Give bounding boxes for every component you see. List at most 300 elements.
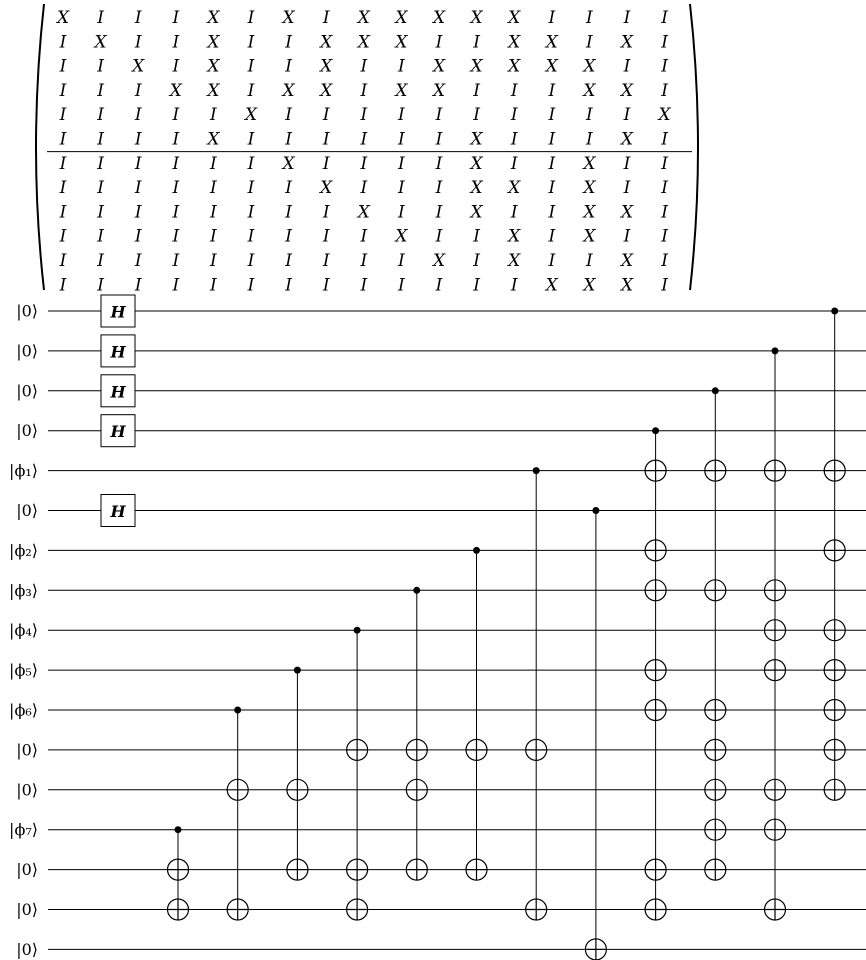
matrix-cell: I [398, 105, 405, 126]
matrix-cell: I [548, 8, 556, 28]
matrix-cell: I [510, 202, 518, 223]
matrix-cell: I [247, 178, 255, 199]
matrix-cell: X [620, 251, 634, 271]
matrix-cell: I [247, 275, 255, 296]
matrix-cell: I [510, 129, 518, 150]
matrix-cell: I [435, 32, 443, 53]
qubit-label: |0⟩ [16, 900, 38, 919]
matrix-cell: I [97, 226, 104, 247]
matrix-cell: I [398, 178, 405, 199]
matrix-cell: I [435, 226, 443, 247]
matrix-cell: I [134, 226, 142, 247]
target-oplus [406, 739, 427, 760]
matrix-cell: I [59, 32, 67, 53]
target-oplus [645, 859, 666, 880]
qubit-label: |0⟩ [16, 341, 38, 361]
matrix-cell: I [134, 105, 142, 126]
cnot-column [347, 627, 368, 920]
matrix-cell: I [247, 56, 255, 77]
matrix-cell: I [247, 202, 255, 223]
matrix-cell: I [97, 153, 104, 174]
matrix-cell: X [320, 32, 333, 53]
matrix-cell: X [508, 226, 521, 247]
matrix-cell: I [322, 129, 330, 150]
matrix-cell: I [172, 8, 180, 28]
hadamard-gate [101, 335, 135, 367]
target-oplus [645, 580, 666, 601]
target-oplus [824, 739, 845, 760]
matrix-cell: I [623, 56, 631, 77]
matrix-cell: I [134, 275, 142, 296]
matrix-cell: I [285, 251, 292, 271]
target-oplus [645, 899, 666, 920]
control-dot [592, 507, 599, 514]
matrix-cell: I [661, 226, 668, 247]
target-oplus [347, 899, 368, 920]
target-oplus [824, 660, 845, 681]
matrix-cell: I [97, 105, 104, 126]
matrix-cell: I [398, 56, 405, 77]
matrix-cell: I [473, 251, 480, 271]
matrix-cell: I [97, 251, 104, 271]
target-oplus [227, 899, 248, 920]
matrix-cell: I [623, 8, 631, 28]
matrix-cell: X [395, 80, 408, 101]
matrix-cell: X [56, 8, 70, 28]
matrix-cell: X [432, 251, 446, 271]
matrix-cell: I [548, 178, 556, 199]
matrix-cell: I [322, 105, 330, 126]
matrix-cell: I [661, 275, 668, 296]
matrix-cell: I [285, 105, 292, 126]
control-dot [413, 587, 420, 594]
matrix-cell: X [207, 32, 220, 53]
matrix-cell: X [508, 32, 521, 53]
matrix-cell: I [398, 153, 405, 174]
matrix-cell: I [548, 153, 556, 174]
matrix-cell: X [470, 178, 483, 199]
matrix-cell: I [172, 202, 180, 223]
target-oplus [287, 779, 308, 800]
qubit-label: |0⟩ [16, 301, 38, 321]
matrix-cell: I [134, 80, 142, 101]
target-oplus [466, 739, 487, 760]
target-oplus [765, 899, 786, 920]
matrix-cell: I [510, 80, 518, 101]
target-oplus [705, 580, 726, 601]
qubit-label: |ϕ₃⟩ [9, 580, 38, 600]
matrix-cell: I [59, 129, 67, 150]
control-dot [772, 347, 779, 354]
target-oplus [168, 859, 189, 880]
matrix-cell: I [134, 8, 142, 28]
matrix-cell: I [435, 129, 443, 150]
matrix-cell: X [620, 129, 634, 150]
matrix-cell: I [59, 56, 67, 77]
matrix-cell: I [172, 129, 180, 150]
matrix-cell: X [432, 8, 446, 28]
matrix-cell: I [586, 105, 593, 126]
target-oplus [466, 859, 487, 880]
matrix-cell: I [59, 178, 67, 199]
matrix-cell: X [583, 275, 596, 296]
matrix-cell: I [210, 275, 217, 296]
matrix-cell: I [134, 202, 142, 223]
matrix-cell: I [510, 105, 518, 126]
target-oplus [645, 540, 666, 561]
matrix-cell: I [586, 129, 593, 150]
matrix-cell: I [172, 251, 180, 271]
matrix-cell: I [473, 32, 480, 53]
matrix-cell: I [548, 226, 556, 247]
matrix-cell: X [583, 80, 596, 101]
target-oplus [824, 779, 845, 800]
matrix-cell: I [435, 105, 443, 126]
matrix-cell: I [661, 32, 668, 53]
matrix-cell: X [620, 275, 634, 296]
target-oplus [824, 460, 845, 481]
qubit-label: |0⟩ [16, 780, 38, 800]
matrix-cell: I [435, 275, 443, 296]
hadamard-gate [101, 415, 135, 447]
matrix-cell: I [172, 32, 180, 53]
matrix-cell: I [172, 178, 180, 199]
matrix-cell: X [432, 80, 446, 101]
matrix-cell: I [661, 178, 668, 199]
matrix-cell: X [658, 105, 671, 126]
matrix-cell: X [320, 178, 333, 199]
matrix-cell: I [285, 202, 292, 223]
matrix-cell: I [398, 129, 405, 150]
control-dot [354, 627, 361, 634]
hadamard-gate-label: H [110, 422, 126, 442]
qubit-label: |ϕ₇⟩ [9, 820, 38, 840]
hadamard-gate [101, 295, 135, 327]
qubit-label: |0⟩ [16, 381, 38, 401]
matrix-cell: I [172, 153, 180, 174]
matrix-cell: I [548, 105, 556, 126]
target-oplus [705, 739, 726, 760]
cnot-column [526, 467, 547, 920]
matrix-cell: I [285, 32, 292, 53]
target-oplus [645, 660, 666, 681]
target-oplus [168, 899, 189, 920]
qubit-label: |ϕ₆⟩ [9, 700, 38, 720]
matrix-cell: I [97, 275, 104, 296]
matrix-cell: I [548, 251, 556, 271]
matrix-cell: I [473, 80, 480, 101]
matrix-cell: X [207, 56, 220, 77]
target-oplus [765, 580, 786, 601]
target-oplus [645, 700, 666, 721]
matrix-cell: I [210, 226, 217, 247]
hadamard-gate [101, 495, 135, 527]
quantum-circuit [9, 295, 866, 960]
matrix-cell: I [322, 202, 330, 223]
cnot-column [287, 667, 308, 881]
target-oplus [765, 779, 786, 800]
target-oplus [406, 859, 427, 880]
matrix-cell: I [623, 226, 631, 247]
matrix-cell: I [473, 226, 480, 247]
matrix-cell: I [435, 153, 443, 174]
matrix-cell: I [435, 178, 443, 199]
matrix-cell: I [661, 8, 668, 28]
matrix-cell: I [398, 251, 405, 271]
target-oplus [705, 859, 726, 880]
matrix-cell: I [623, 178, 631, 199]
matrix-cell: I [97, 80, 104, 101]
matrix-cell: X [583, 56, 596, 77]
matrix-cell: I [322, 8, 330, 28]
matrix-cell: I [661, 56, 668, 77]
matrix-cell: I [661, 153, 668, 174]
matrix-cell: I [97, 129, 104, 150]
target-oplus [824, 620, 845, 641]
matrix-cell: I [360, 226, 368, 247]
matrix-cell: I [59, 226, 67, 247]
matrix-cell: X [320, 80, 333, 101]
matrix-cell: I [398, 275, 405, 296]
matrix-cell: X [282, 8, 295, 28]
target-oplus [287, 859, 308, 880]
target-oplus [765, 819, 786, 840]
matrix-cell: X [583, 202, 596, 223]
matrix-cell: I [97, 178, 104, 199]
matrix-cell: I [360, 56, 368, 77]
matrix-cell: I [360, 129, 368, 150]
matrix-cell: X [282, 153, 295, 174]
matrix-cell: X [470, 56, 483, 77]
control-dot [294, 667, 301, 674]
matrix-cell: I [97, 202, 104, 223]
target-oplus [526, 899, 547, 920]
cnot-column [824, 308, 845, 801]
qubit-label: |0⟩ [16, 740, 38, 760]
matrix-cell: I [285, 56, 292, 77]
matrix-cell: I [134, 178, 142, 199]
hadamard-gate-label: H [110, 342, 126, 362]
matrix-cell: I [548, 80, 556, 101]
matrix-cell: X [207, 8, 220, 28]
matrix-cell: X [94, 32, 107, 53]
matrix-cell: I [435, 202, 443, 223]
matrix-cell: I [661, 202, 668, 223]
qubit-label: |0⟩ [16, 421, 38, 441]
control-dot [652, 427, 659, 434]
matrix-cell: I [210, 153, 217, 174]
cnot-column [765, 347, 786, 920]
matrix-cell: X [545, 275, 558, 296]
matrix-cell: X [395, 32, 408, 53]
matrix-cell: I [59, 275, 67, 296]
matrix-cell: I [322, 226, 330, 247]
matrix-cell: I [360, 251, 368, 271]
matrix-cell: I [134, 251, 142, 271]
matrix-cell: I [134, 129, 142, 150]
matrix-cell: X [508, 56, 521, 77]
matrix-cell: I [510, 275, 518, 296]
target-oplus [705, 779, 726, 800]
matrix-cell: I [247, 153, 255, 174]
stabilizer-matrix [36, 4, 698, 295]
target-oplus [765, 620, 786, 641]
matrix-right-bracket [690, 4, 698, 290]
matrix-cell: I [360, 105, 368, 126]
cnot-column [705, 387, 726, 880]
matrix-cell: I [661, 80, 668, 101]
matrix-cell: I [285, 226, 292, 247]
matrix-cell: X [508, 8, 521, 28]
cnot-column [645, 427, 666, 920]
matrix-cell: I [59, 80, 67, 101]
matrix-cell: I [586, 8, 593, 28]
matrix-cell: I [586, 251, 593, 271]
target-oplus [645, 460, 666, 481]
target-oplus [765, 460, 786, 481]
qubit-label: |0⟩ [16, 939, 38, 959]
control-dot [831, 308, 838, 315]
matrix-cell: X [357, 8, 370, 28]
matrix-cell: I [548, 129, 556, 150]
target-oplus [347, 859, 368, 880]
cnot-column [406, 587, 427, 880]
control-dot [712, 387, 719, 394]
matrix-cell: X [244, 105, 258, 126]
matrix-cell: X [432, 56, 446, 77]
matrix-cell: I [623, 105, 631, 126]
matrix-cell: I [360, 178, 368, 199]
matrix-cell: X [470, 129, 483, 150]
target-oplus [526, 739, 547, 760]
qubit-label: |ϕ₄⟩ [9, 620, 38, 640]
qubit-label: |0⟩ [16, 860, 38, 880]
control-dot [175, 826, 182, 833]
matrix-cell: I [59, 251, 67, 271]
matrix-cell: I [134, 153, 142, 174]
target-oplus [585, 939, 606, 960]
matrix-cell: I [59, 202, 67, 223]
target-oplus [824, 700, 845, 721]
matrix-cell: I [247, 129, 255, 150]
matrix-cell: X [395, 8, 408, 28]
matrix-cell: I [247, 226, 255, 247]
qubit-label: |ϕ₂⟩ [9, 540, 38, 560]
matrix-cell: X [545, 32, 558, 53]
cnot-column [227, 707, 248, 921]
qubit-label: |ϕ₅⟩ [9, 660, 38, 680]
matrix-cell: I [360, 275, 368, 296]
matrix-cell: X [357, 202, 370, 223]
matrix-cell: I [59, 105, 67, 126]
matrix-cell: X [470, 153, 483, 174]
matrix-cell: I [172, 105, 180, 126]
matrix-cell: I [322, 251, 330, 271]
cnot-column [168, 826, 189, 920]
matrix-cell: I [285, 275, 292, 296]
matrix-cell: I [285, 178, 292, 199]
matrix-cell: I [247, 251, 255, 271]
matrix-cell: I [172, 56, 180, 77]
matrix-cell: X [169, 80, 182, 101]
matrix-cell: I [97, 56, 104, 77]
target-oplus [765, 660, 786, 681]
cnot-column [585, 507, 606, 960]
control-dot [473, 547, 480, 554]
matrix-cell: I [247, 80, 255, 101]
target-oplus [347, 739, 368, 760]
qubit-label: |ϕ₁⟩ [9, 461, 38, 481]
hadamard-gate [101, 375, 135, 407]
matrix-cell: I [322, 153, 330, 174]
matrix-cell: I [322, 275, 330, 296]
target-oplus [824, 540, 845, 561]
matrix-cell: I [247, 8, 255, 28]
matrix-cell: I [510, 153, 518, 174]
matrix-cell: I [360, 153, 368, 174]
matrix-cell: I [59, 153, 67, 174]
matrix-cell: I [247, 32, 255, 53]
matrix-cell: I [473, 105, 480, 126]
matrix-cell: I [285, 129, 292, 150]
matrix-cell: I [172, 275, 180, 296]
matrix-cell: X [545, 56, 558, 77]
matrix-cell: X [470, 8, 483, 28]
matrix-cell: X [395, 226, 408, 247]
matrix-cell: X [207, 80, 220, 101]
matrix-cell: X [470, 202, 483, 223]
matrix-cell: I [473, 275, 480, 296]
matrix-cell: I [548, 202, 556, 223]
matrix-cell: I [210, 105, 217, 126]
matrix-left-bracket [36, 4, 44, 290]
matrix-cell: X [282, 80, 295, 101]
target-oplus [227, 779, 248, 800]
matrix-cell: X [583, 153, 596, 174]
matrix-cell: X [508, 251, 521, 271]
hadamard-gate-label: H [110, 502, 126, 521]
target-oplus [705, 460, 726, 481]
hadamard-gate-label: H [110, 382, 126, 402]
matrix-cell: I [586, 32, 593, 53]
matrix-cell: X [620, 80, 634, 101]
matrix-cell: I [623, 153, 631, 174]
matrix-cell: X [207, 129, 220, 150]
matrix-cell: X [583, 226, 596, 247]
matrix-cell: I [210, 251, 217, 271]
matrix-cell: X [132, 56, 145, 77]
hadamard-gate-label: H [110, 302, 126, 322]
qubit-label: |0⟩ [16, 501, 38, 520]
matrix-cell: X [620, 202, 634, 223]
matrix-cell: I [661, 251, 668, 271]
matrix-cell: I [172, 226, 180, 247]
matrix-cell: I [210, 202, 217, 223]
matrix-cell: X [620, 32, 634, 53]
control-dot [533, 467, 540, 474]
control-dot [234, 707, 241, 714]
matrix-cell: I [398, 202, 405, 223]
target-oplus [705, 700, 726, 721]
matrix-cell: X [357, 32, 370, 53]
matrix-cell: I [97, 8, 104, 28]
target-oplus [406, 779, 427, 800]
matrix-cell: X [508, 178, 521, 199]
target-oplus [705, 819, 726, 840]
matrix-cell: I [661, 129, 668, 150]
matrix-cell: X [320, 56, 333, 77]
matrix-cell: I [134, 32, 142, 53]
